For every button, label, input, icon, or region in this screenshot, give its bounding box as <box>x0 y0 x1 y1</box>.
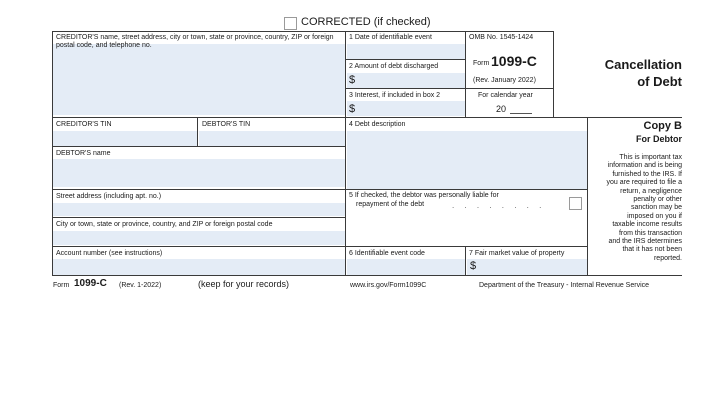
form-revision: (Rev. January 2022) <box>473 77 536 84</box>
box5-leader-dots: . . . . . . . . <box>452 201 546 210</box>
box1-label: 1 Date of identifiable event <box>349 34 432 41</box>
box1-bottom <box>345 59 466 60</box>
copy-line: furnished to the IRS. If <box>612 170 682 178</box>
copy-line: sanction may be <box>631 204 682 212</box>
box3-label: 3 Interest, if included in box 2 <box>349 92 441 99</box>
footer-keep: (keep for your records) <box>198 279 290 289</box>
corrected-checkbox[interactable] <box>284 17 297 30</box>
border-right-top <box>553 31 554 117</box>
copy-line: reported. <box>653 254 682 262</box>
copy-title: Copy B <box>643 120 682 132</box>
corrected-label: CORRECTED (if checked) <box>301 16 431 28</box>
footer-url: www.irs.gov/Form1099C <box>350 282 427 289</box>
debtor-name-label: DEBTOR'S name <box>56 150 111 157</box>
street-label: Street address (including apt. no.) <box>56 193 162 200</box>
creditor-tin-label: CREDITOR'S TIN <box>56 121 112 128</box>
omb-divider <box>465 88 554 89</box>
border-top-left <box>52 31 554 32</box>
creditor-tin-field[interactable] <box>53 131 197 146</box>
omb-number: OMB No. 1545-1424 <box>469 34 534 41</box>
copy-line: imposed on you if <box>627 212 682 220</box>
copy-line: and the IRS determines <box>608 238 682 246</box>
box6-label: 6 Identifiable event code <box>349 250 425 257</box>
tin-row-bottom <box>52 146 346 147</box>
box6-field[interactable] <box>347 259 465 275</box>
debtor-tin-label: DEBTOR'S TIN <box>202 121 251 128</box>
copy-line: from this transaction <box>618 229 682 237</box>
box2-bottom <box>345 88 466 89</box>
copy-subtitle: For Debtor <box>636 134 682 144</box>
copy-line: taxable income results <box>612 221 682 229</box>
title-line1: Cancellation <box>604 57 682 72</box>
debtor-name-bottom <box>52 189 346 190</box>
box2-dollar: $ <box>349 74 356 86</box>
box7-dollar: $ <box>470 260 477 272</box>
form-prefix: Form <box>473 60 490 67</box>
calendar-label: For calendar year <box>478 92 533 99</box>
col-box-right <box>465 31 466 118</box>
tin-divider <box>197 117 198 147</box>
box5-label-line2: repayment of the debt <box>356 201 425 208</box>
footer-form-name: 1099-C <box>74 278 107 289</box>
box7-field[interactable] <box>467 259 587 275</box>
form-name: 1099-C <box>491 53 537 69</box>
account-label: Account number (see instructions) <box>56 250 163 257</box>
box4-field[interactable] <box>347 131 587 189</box>
copy-line: information and is being <box>607 162 682 170</box>
box5-label-line1: 5 If checked, the debtor was personally liable for <box>349 192 499 199</box>
box4-label: 4 Debt description <box>349 121 406 128</box>
account-field[interactable] <box>53 259 345 275</box>
box2-field[interactable] <box>347 73 465 88</box>
footer-department: Department of the Treasury - Internal Revenue Service <box>479 282 650 289</box>
col-creditor-right <box>345 31 346 276</box>
copy-line: you are required to file a <box>606 179 682 187</box>
year-prefix: 20 <box>496 104 507 114</box>
city-bottom <box>52 246 588 247</box>
box5-checkbox[interactable] <box>569 197 582 210</box>
year-underline <box>510 113 532 114</box>
box4-bottom <box>345 189 588 190</box>
debtor-name-field[interactable] <box>53 159 345 187</box>
title-line2: of Debt <box>637 74 682 89</box>
copy-line: that it has not been <box>622 246 682 254</box>
debtor-tin-field[interactable] <box>199 131 345 146</box>
box6-divider <box>465 246 466 276</box>
street-field[interactable] <box>53 203 345 216</box>
box7-label: 7 Fair market value of property <box>469 250 565 257</box>
creditor-label: CREDITOR'S name, street address, city or town, state or province, country, ZIP or foreign postal code, and telephone no. <box>56 34 334 49</box>
box3-field[interactable] <box>347 101 465 116</box>
copy-notice <box>582 154 682 263</box>
copy-line: This is important tax <box>619 154 682 161</box>
box1-field[interactable] <box>347 44 465 59</box>
border-left <box>52 31 53 276</box>
footer-form-prefix: Form <box>53 282 70 289</box>
street-bottom <box>52 217 346 218</box>
creditor-field[interactable] <box>53 44 345 115</box>
box3-dollar: $ <box>349 103 356 115</box>
city-field[interactable] <box>53 231 345 245</box>
city-label: City or town, state or province, country, and ZIP or foreign postal code <box>56 221 273 228</box>
copy-line: return, a negligence <box>620 187 682 195</box>
box2-label: 2 Amount of debt discharged <box>349 63 439 70</box>
copy-line: penalty or other <box>633 196 682 204</box>
footer-revision: (Rev. 1-2022) <box>119 282 162 289</box>
